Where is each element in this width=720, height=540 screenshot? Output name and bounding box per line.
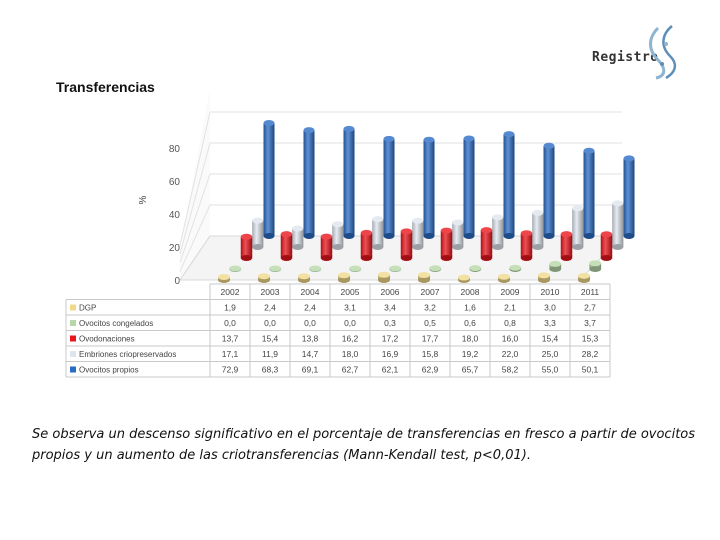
data-label: 28,2 (581, 349, 599, 359)
bar-cap (241, 234, 253, 240)
data-label: 0,0 (224, 318, 236, 328)
bar-cap (452, 220, 463, 226)
legend-swatch (70, 336, 76, 342)
bar-base (384, 233, 395, 239)
data-label: 16,2 (341, 333, 359, 344)
bar-cap (601, 231, 613, 237)
data-label: 25,0 (541, 349, 559, 359)
bar-embriones-criopreservados (492, 217, 503, 247)
data-label: 3,0 (544, 302, 556, 313)
y-tick-label: 40 (168, 210, 180, 221)
bar-cap (572, 205, 583, 211)
bar-embriones-criopreservados (612, 203, 623, 247)
bar-cap (589, 260, 601, 266)
bar-ovocitos-propios (304, 130, 315, 236)
data-label: 68,3 (261, 364, 279, 375)
data-label: 15,4 (541, 333, 559, 344)
logo-text: Registro (592, 50, 659, 65)
x-tick-label: 2009 (500, 287, 520, 297)
data-label: 62,9 (421, 364, 439, 375)
bar-ovocitos-propios (264, 123, 275, 236)
bar-cap (338, 272, 350, 278)
y-tick-label: 0 (174, 276, 180, 287)
bar-cap (309, 266, 321, 272)
bar-base (401, 255, 413, 261)
y-axis-label: % (138, 195, 149, 205)
bar-cap (412, 218, 423, 224)
bar-cap (441, 228, 453, 234)
data-label: 0,5 (424, 318, 436, 328)
bar-cap (624, 155, 635, 161)
bar-base (549, 266, 561, 272)
bar-cap (538, 272, 550, 278)
bar-base (321, 255, 333, 261)
legend-label: DGP (79, 303, 97, 313)
bar-base (589, 266, 601, 272)
bar-cap (521, 230, 533, 236)
data-label: 1,6 (464, 302, 476, 313)
bar-cap (269, 266, 281, 272)
x-tick-label: 2010 (540, 287, 560, 297)
bar-cap (229, 266, 241, 272)
data-label: 13,8 (301, 333, 319, 344)
data-label: 2,4 (264, 302, 276, 313)
legend-label: Ovodonaciones (79, 334, 135, 344)
bar-ovocitos-propios (504, 134, 515, 236)
bar-base (361, 255, 373, 261)
bar-cap (384, 136, 395, 142)
bar-base (292, 244, 303, 250)
legend-label: Ovocitos propios (79, 365, 139, 375)
data-label: 50,1 (581, 364, 599, 375)
bar-ovocitos-propios (584, 151, 595, 236)
bar-cap (401, 228, 413, 234)
bar-cap (264, 120, 275, 126)
bar-cap (292, 226, 303, 232)
bar-cap (252, 217, 263, 223)
data-label: 0,8 (504, 318, 516, 328)
data-label: 2,4 (304, 302, 316, 313)
chart-title: Transferencias (56, 79, 155, 95)
data-label: 65,7 (461, 364, 479, 375)
data-label: 3,4 (384, 302, 396, 313)
bar-base (412, 244, 423, 250)
bar-base (304, 233, 315, 239)
bar-base (481, 255, 493, 261)
bar-cap (498, 274, 510, 280)
data-label: 2,7 (584, 302, 596, 313)
bar-ovodonaciones (401, 231, 413, 258)
data-label: 15,4 (261, 333, 279, 344)
bar-cap (378, 272, 390, 278)
bar-base (281, 255, 293, 261)
bar-base (452, 244, 463, 250)
bar-ovocitos-propios (544, 146, 555, 236)
bar-cap (458, 275, 470, 281)
bar-cap (321, 234, 333, 240)
y-tick-label: 80 (168, 144, 180, 155)
data-label: 17,7 (421, 333, 439, 344)
bar-base (252, 244, 263, 250)
bar-embriones-criopreservados (372, 219, 383, 247)
legend-swatch (70, 320, 76, 326)
bar-ovodonaciones (441, 231, 453, 258)
bar-base (521, 255, 533, 261)
bar-ovodonaciones (281, 234, 293, 258)
bar-base (372, 244, 383, 250)
bar-base (492, 244, 503, 250)
bar-embriones-criopreservados (572, 208, 583, 247)
data-label: 2,1 (504, 302, 516, 313)
bar-base (561, 255, 573, 261)
legend-label: Embriones criopreservados (79, 350, 177, 359)
data-label: 18,0 (461, 333, 479, 344)
caption-text: Se observa un descenso significativo en el porcentaje de transferencias en fresco a partir de ovocitos propios y un aumento de las criotransferencias (Mann-Kendall test, p<0,01). (32, 427, 696, 463)
bar-cap (349, 266, 361, 272)
bar-ovocitos-propios (624, 158, 635, 236)
data-label: 17,2 (381, 333, 399, 344)
bar-base (504, 233, 515, 239)
bar-base (464, 233, 475, 239)
data-label: 0,0 (344, 318, 356, 328)
data-label: 69,1 (301, 364, 319, 375)
bar-cap (469, 265, 481, 271)
bar-cap (218, 274, 230, 280)
data-label: 3,7 (584, 318, 596, 328)
y-tick-label: 60 (168, 177, 180, 188)
data-label: 3,3 (544, 318, 556, 328)
bar-cap (418, 272, 430, 278)
legend-label: Ovocitos congelados (79, 319, 154, 328)
data-label: 11,9 (262, 349, 278, 359)
legend-swatch (70, 305, 76, 311)
data-label: 62,1 (381, 364, 399, 375)
bar-cap (298, 273, 310, 279)
data-label: 18,0 (341, 349, 359, 359)
bar-cap (389, 266, 401, 272)
bar-base (332, 244, 343, 250)
data-label: 13,7 (221, 333, 239, 344)
bar-ovodonaciones (521, 233, 533, 258)
bar-ovodonaciones (481, 230, 493, 258)
bar-cap (361, 230, 373, 236)
bar-base (344, 233, 355, 239)
x-tick-label: 2003 (260, 287, 280, 297)
x-tick-label: 2004 (300, 287, 320, 297)
bar-cap (464, 136, 475, 142)
bar-cap (424, 137, 435, 143)
bar-embriones-criopreservados (452, 223, 463, 247)
bar-base (241, 255, 253, 261)
bar-cap (544, 143, 555, 149)
x-tick-label: 2011 (580, 287, 600, 297)
bar-cap (578, 273, 590, 279)
bar-cap (281, 231, 293, 237)
bar-ovodonaciones (601, 234, 613, 258)
x-tick-label: 2002 (220, 287, 240, 297)
data-label: 72,9 (221, 364, 239, 375)
bar-cap (332, 221, 343, 227)
bar-ovocitos-propios (424, 140, 435, 236)
bar-ovodonaciones (241, 237, 253, 258)
bar-base (544, 233, 555, 239)
legend-swatch (70, 351, 76, 357)
data-label: 0,0 (264, 318, 276, 328)
y-tick-label: 20 (168, 243, 180, 254)
bar-ovodonaciones (321, 237, 333, 258)
data-label: 15,8 (421, 349, 439, 359)
bar-cap (561, 231, 573, 237)
bar-embriones-criopreservados (332, 224, 343, 247)
bar-base (424, 233, 435, 239)
data-label: 3,2 (424, 302, 436, 313)
data-label: 15,3 (581, 333, 599, 344)
data-label: 3,1 (344, 302, 356, 313)
bar-base (601, 255, 613, 261)
data-label: 0,0 (304, 318, 316, 328)
bar-base (378, 277, 390, 283)
bar-embriones-criopreservados (532, 213, 543, 247)
bar-cap (258, 273, 270, 279)
bar-cap (504, 131, 515, 137)
bar-embriones-criopreservados (412, 221, 423, 247)
data-label: 16,9 (381, 349, 399, 359)
data-label: 55,0 (541, 364, 559, 375)
bar-base (584, 233, 595, 239)
bar-cap (344, 126, 355, 132)
bar-ovocitos-propios (464, 139, 475, 236)
bar-cap (372, 216, 383, 222)
bar-cap (612, 200, 623, 206)
bar-cap (492, 214, 503, 220)
bar-cap (532, 210, 543, 216)
bar-ovodonaciones (561, 234, 573, 258)
data-label: 0,6 (464, 318, 476, 328)
bar-cap (509, 265, 521, 271)
data-label: 17,1 (221, 349, 239, 359)
bar-base (572, 244, 583, 250)
bar-cap (549, 261, 561, 267)
data-label: 0,3 (384, 318, 396, 328)
bar-ovocitos-propios (344, 129, 355, 236)
data-label: 14,7 (301, 349, 319, 359)
x-tick-label: 2007 (420, 287, 440, 297)
legend-swatch (70, 367, 76, 373)
bar-base (624, 233, 635, 239)
bar-cap (429, 265, 441, 271)
bar-base (532, 244, 543, 250)
data-label: 62,7 (341, 364, 359, 375)
bar-cap (304, 127, 315, 133)
bar-base (612, 244, 623, 250)
bar-ovocitos-propios (384, 139, 395, 236)
x-tick-label: 2005 (340, 287, 360, 297)
x-tick-label: 2006 (380, 287, 400, 297)
data-label: 1,9 (224, 302, 236, 313)
data-label: 16,0 (501, 333, 519, 344)
x-tick-label: 2008 (460, 287, 480, 297)
bar-base (264, 233, 275, 239)
bar-base (441, 255, 453, 261)
data-label: 22,0 (501, 349, 519, 359)
bar-cap (584, 148, 595, 154)
data-label: 19,2 (461, 349, 479, 359)
bar-ovodonaciones (361, 233, 373, 258)
bar-cap (481, 227, 493, 233)
data-label: 58,2 (501, 364, 519, 375)
bar-embriones-criopreservados (252, 220, 263, 247)
